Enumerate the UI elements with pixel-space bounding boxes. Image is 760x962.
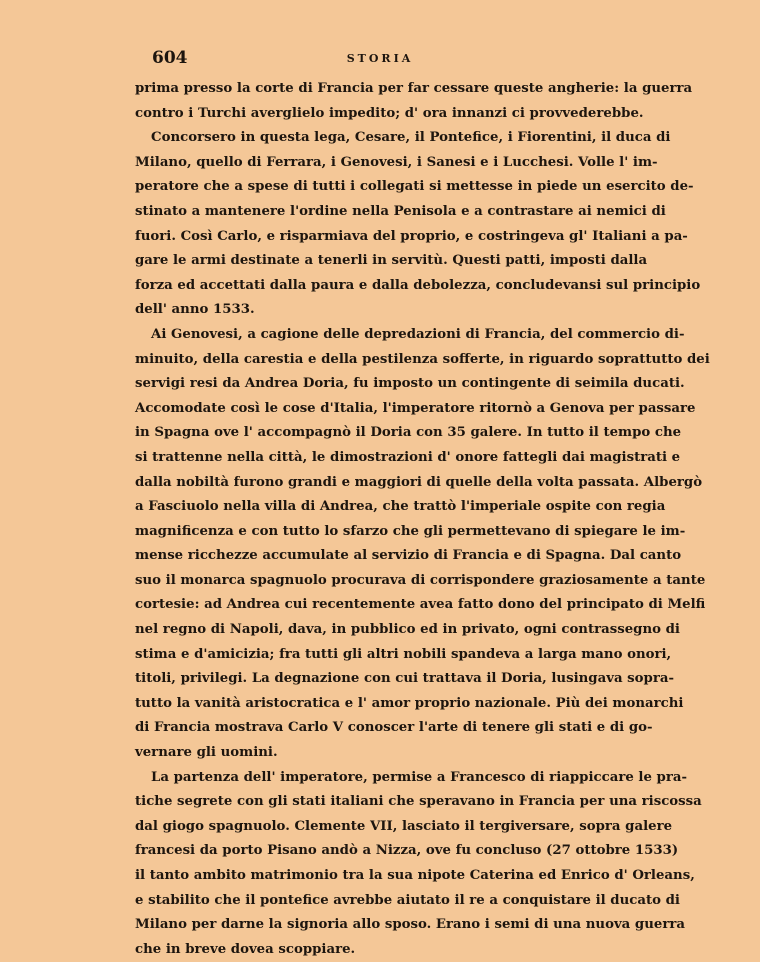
page-header [0,48,700,72]
text-line: tiche segrete con gli stati italiani che speravano in Francia per una riscossa [135,794,702,810]
text-line: di Francia mostrava Carlo V conoscer l'arte di tenere gli stati e di go- [135,720,653,736]
text-line: Ai Genovesi, a cagione delle depredazioni di Francia, del commercio di- [151,326,685,342]
text-line: nel regno di Napoli, dava, in pubblico ed in privato, ogni contrassegno di [135,622,680,638]
text-line: minuito, della carestia e della pestilenza sofferte, in riguardo soprattutto dei [135,351,710,367]
text-line: dal giogo spagnuolo. Clemente VII, lasciato il tergiversare, sopra galere [135,818,673,834]
text-line: a Fasciuolo nella villa di Andrea, che trattò l'imperiale ospite con regia [135,499,666,515]
text-line: francesi da porto Pisano andò a Nizza, ove fu concluso (27 ottobre 1533) [135,843,679,859]
text-line: e stabilito che il pontefice avrebbe aiutato il re a conquistare il ducato di [135,892,680,908]
text-line: Milano, quello di Ferrara, i Genovesi, i Sanesi e i Lucchesi. Volle l' im- [135,154,658,170]
text-line: Milano per darne la signoria allo sposo. Erano i semi di una nuova guerra [135,917,685,933]
text-line: che in breve dovea scoppiare. [135,941,356,957]
text-line: cortesie: ad Andrea cui recentemente avea fatto dono del principato di Melfi [135,597,706,613]
running-title: STORIA [346,52,414,65]
text-line: in Spagna ove l' accompagnò il Doria con 35 galere. In tutto il tempo che [135,425,682,441]
text-line: dalla nobiltà furono grandi e maggiori di quelle della volta passata. Albergò [135,474,703,490]
text-line: Accomodate così le cose d'Italia, l'imperatore ritornò a Genova per passare [135,400,696,416]
text-line: Concorsero in questa lega, Cesare, il Pontefice, i Fiorentini, il duca di [151,130,671,146]
text-line: stima e d'amicizia; fra tutti gli altri nobili spandeva a larga mano onori, [135,646,672,662]
text-line: contro i Turchi averglielo impedito; d' ora innanzi ci provvederebbe. [135,105,644,121]
text-line: peratore che a spese di tutti i collegati si mettesse in piede un esercito de- [135,179,694,195]
text-line: dell' anno 1533. [135,302,255,318]
text-line: suo il monarca spagnuolo procurava di corrispondere graziosamente a tante [135,572,706,588]
text-line: forza ed accettati dalla paura e dalla debolezza, concludevansi sul principio [135,277,701,293]
text-line: servigi resi da Andrea Doria, fu imposto un contingente di seimila ducati. [135,376,685,392]
text-line: il tanto ambito matrimonio tra la sua nipote Caterina ed Enrico d' Orleans, [135,868,695,883]
text-line: La partenza dell' imperatore, permise a Francesco di riappiccare le pra- [151,769,687,785]
text-line: si trattenne nella città, le dimostrazioni d' onore fattegli dai magistrati e [135,449,681,465]
text-line: tutto la vanità aristocratica e l' amor proprio nazionale. Più dei monarchi [135,695,684,711]
text-line: magnificenza e con tutto lo sfarzo che gli permettevano di spiegare le im- [135,523,686,539]
text-line: gare le armi destinate a tenerli in servitù. Questi patti, imposti dalla [135,253,648,269]
text-line: vernare gli uomini. [135,745,278,761]
page-number: 604 [152,48,188,68]
text-line: prima presso la corte di Francia per far cessare queste angherie: la guerra [135,81,693,96]
text-line: titoli, privilegi. La degnazione con cui trattava il Doria, lusingava sopra- [135,671,674,687]
body-text [135,77,710,962]
text-line: mense ricchezze accumulate al servizio di Francia e di Spagna. Dal canto [135,548,682,564]
text-line: fuori. Così Carlo, e risparmiava del proprio, e costringeva gl' Italiani a pa- [135,228,688,244]
text-line: stinato a mantenere l'ordine nella Penisola e a contrastare ai nemici di [135,203,666,219]
